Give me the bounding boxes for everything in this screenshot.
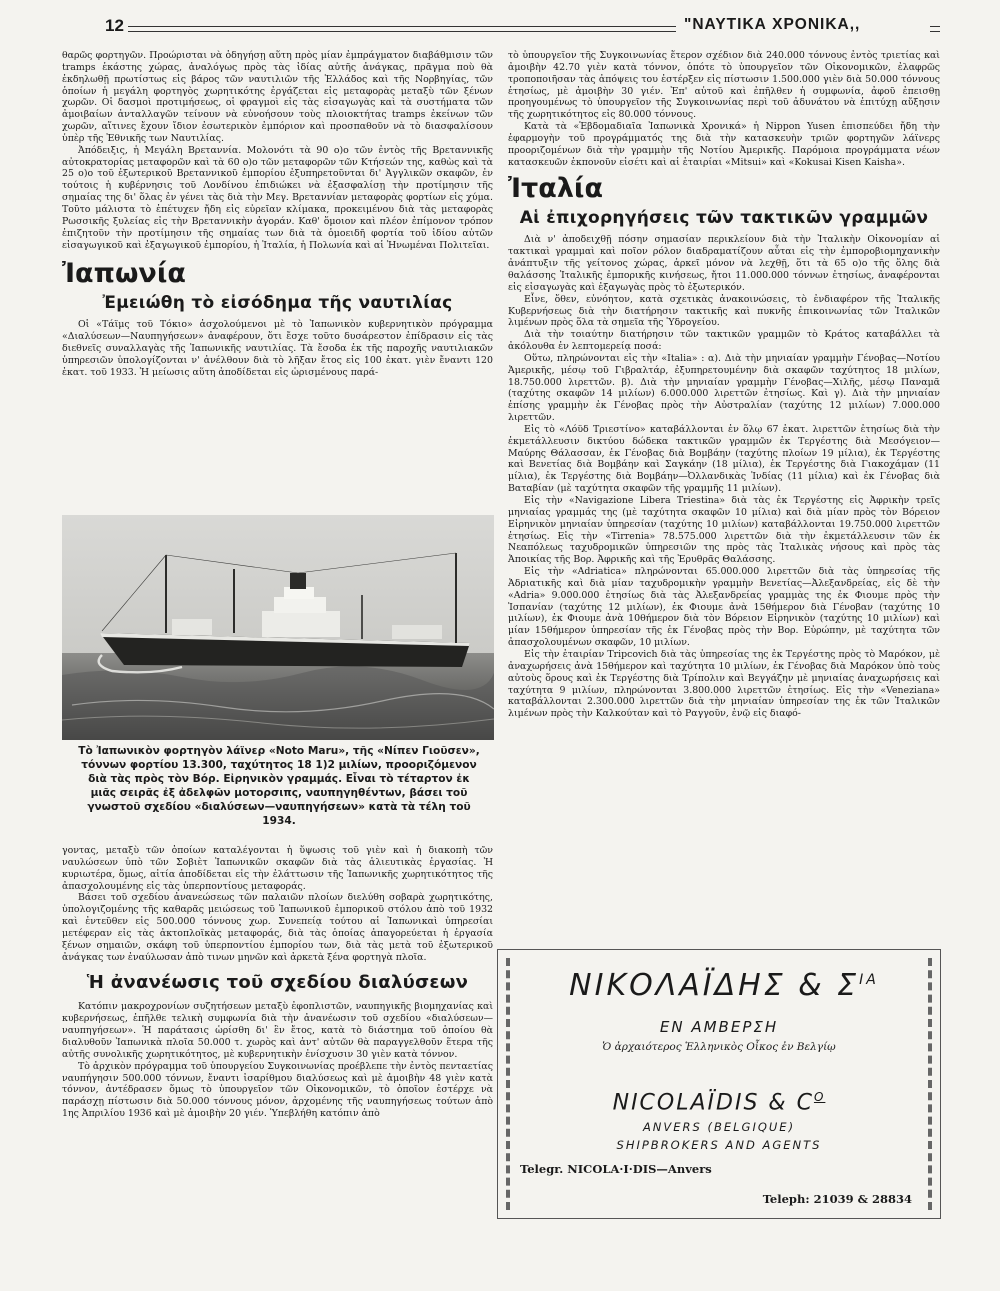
text-paragraph: Οἱ «Τάϊμς τοῦ Τόκιο» ἀσχολούμενοι μὲ τὸ Ἰαπωνικὸν κυβερνητικὸν πρόγραμμα «Διαλύσεων—Ναυπηγήσεων» ἀναφέρουν, ὅτι ἔσχε τοῦτο δυσάρεστον ἐπίδρασιν εἰς τὰς διεθνεῖς συναλλαγὰς τῆς Ἰαπωνικῆς ναυτιλίας. Τὰ ἔσοδα ἐκ τῆς παροχῆς ναυτιλιακῶν ὑπηρεσιῶν ὑπολογίζονται ν' ἀνέλθουν διὰ τὸ λῆξαν ἔτος εἰς 100 ἑκατ. γιὲν ἔναντι 120 ἑκατ. τοῦ 1933. Ἡ μείωσις αὕτη ἀποδίδεται εἰς ὡρισμένους παρά- (62, 319, 493, 378)
page-number: 12 (105, 16, 124, 35)
text-paragraph: θαρῶς φορτηγῶν. Προώρισται νὰ ὁδηγήσῃ αὕτη πρὸς μίαν ἐμπράγματον διαβάθμισιν τῶν tramps ἑκάστης χώρας, ἀναλόγως πρὸς τὰς ἰδίας αὐτῆς ἀνάγκας, πρᾶγμα ποὺ θὰ ἐκδηλωθῇ πρωτίστως εἰς βάρος τῶν ναυτιλιῶν τῆς Ἑλλάδος καὶ τῆς Νορβηγίας, τῶν ὁποίων ἡ μεγάλη φορτηγὸς χωρητικότης ἐργάζεται εἰς μεταφορὰς μεταξὺ τῶν ξένων χωρῶν. Οἱ δασμοὶ προτιμήσεως, οἱ φραγμοὶ εἰς τὰς εἰσαγωγὰς καὶ τὰ συστήματα τῶν ἀμοιβαίων ἀνταλλαγῶν τείνουν νὰ εὐνοήσουν τοὺς πλοιοκτήτας tramps ἐκείνων τῶν χωρῶν, αἵτινες ἔχουν ἴδιον ἐσωτερικὸν ἐμπόριον καὶ προσπαθοῦν νὰ τὸ διασφαλίσουν ὑπὲρ τῆς Ἐθνικῆς των Ναυτιλίας. (62, 50, 493, 144)
header-rule-left (128, 26, 676, 32)
text-paragraph: Εἰς τὴν «Navigazione Libera Triestina» διὰ τὰς ἐκ Τεργέστης εἰς Ἀφρικὴν τρεῖς μηνιαίας γραμμάς της (μὲ ταχύτητα σκαφῶν 10 μίλια) καὶ διὰ μίαν πρὸς τὸν Βόρειον Εἰρηνικὸν μηνιαίαν ὑπηρεσίαν (ταχύτης 10 μιλίων) καταβάλλονται 19.750.000 λιρεττῶν ἐτησίως. Εἰς τὴν «Tirrenia» 78.575.000 λιρεττῶν διὰ τὴν ἐκμετάλλευσιν τῶν ἐκ Νεαπόλεως ταχυδρομικῶν ὑπηρεσιῶν της πρὸς τὰς Ἰταλικὰς νήσους καὶ πρὸς τὰς Ἀποικίας τῆς Βορ. Ἀφρικῆς καὶ τῆς Ἐρυθρᾶς Θαλάσσης. (508, 495, 940, 566)
ad-telephone: Teleph: 21039 & 28834 (762, 1192, 912, 1206)
section-subheading-italy: Αἱ ἐπιχορηγήσεις τῶν τακτικῶν γραμμῶν (519, 208, 929, 229)
text-paragraph: Διὰ ν' ἀποδειχθῇ πόσην σημασίαν περικλείουν διὰ τὴν Ἰταλικὴν Οἰκονομίαν αἱ τακτικαὶ γραμμαὶ καὶ ποῖον ρόλον διαδραματίζουν αὗται εἰς τὴν ἐμποροβιομηχανικὴν ἀνάπτυξιν τῆς γείτονος χώρας, ἀρκεῖ μόνον νὰ λεχθῇ, ὅτι τὰ 65 ο)ο τῆς ὅλης διὰ θαλάσσης Ἰταλικῆς ἐμπορικῆς κινήσεως, ἤτοι 11.000.000 τόννων ἐτησίως, ἀναφέρονται εἰς εἰσαγωγὰς καὶ ἐξαγωγὰς πρὸς τὸ ἐξωτερικόν. (508, 234, 940, 293)
section-subheading-renewal: Ἡ ἀνανέωσις τοῦ σχεδίου διαλύσεων (86, 972, 469, 994)
ad-description: Ὁ ἀρχαιότερος Ἑλληνικὸς Οἶκος ἐν Βελγίῳ (602, 1041, 836, 1053)
text-paragraph: Βάσει τοῦ σχεδίου ἀνανεώσεως τῶν παλαιῶν πλοίων διελύθη σοβαρὰ χωρητικότης, ὑπολογιζομένης τῆς καθαρᾶς μειώσεως τοῦ Ἰαπωνικοῦ ἐμπορικοῦ στόλου ἀπὸ τοῦ 1932 καὶ ἐντεῦθεν εἰς 500.000 τόννους χωρ. Συνεπείᾳ τούτου αἱ Ἰαπωνικαὶ ὑπηρεσίαι μετέφεραν εἰς τὰς ἀκτοπλοϊκὰς μεταφοράς, διὰ τὰς ὁποίας ἀπαγορεύεται ἡ ἐργασία ξένων σημαιῶν, σκάφη τοῦ ὑπερποντίου ἐμπορίου των, διὰ τὰς μετὰ τοῦ ἐξωτερικοῦ ἀνάγκας των ἐναύλωσαν ἀπὸ τινων μηνῶν καὶ ἀρκετὰ ξένα φορτηγὰ πλοῖα. (62, 892, 493, 963)
text-paragraph: γοντας, μεταξὺ τῶν ὁποίων καταλέγονται ἡ ὕψωσις τοῦ γιὲν καὶ ἡ διακοπὴ τῶν ναυλώσεων ὑπὸ τῶν Σοβιὲτ Ἰαπωνικῶν σκαφῶν διὰ τὰς ἁλιευτικὰς ἐργασίας. Ἡ κυριωτέρα, ὅμως, αἰτία ἀποδίδεται εἰς τὴν ἐλάττωσιν τῆς Ἰαπωνικῆς χωρητικότητος τῆς ἀπασχολουμένης εἰς τὰς ὑπερποντίους μεταφοράς. (62, 845, 493, 892)
header-rule-right (930, 26, 940, 32)
ad-greek-name-sup: ΙΑ (859, 972, 879, 988)
ad-telegram: Telegr. NICOLA·I·DIS—Anvers (520, 1162, 712, 1176)
section-heading-italy: Ἰταλία (508, 173, 603, 205)
text-paragraph: Κατόπιν μακροχρονίων συζητήσεων μεταξὺ ἐφοπλιστῶν, ναυπηγικῆς βιομηχανίας καὶ κυβερνήσεως, ἐπῆλθε τελικὴ συμφωνία διὰ τὴν ἀνανέωσιν τοῦ σχεδίου «διαλύσεων—ναυπηγήσεων». Ἡ παράτασις ὡρίσθη δι' ἓν ἔτος, κατὰ τὸ διάστημα τοῦ ὁποίου θὰ διαλυθοῦν Ἰαπωνικὰ πλοῖα 50.000 τ. χωρὸς καὶ ἀντ' αὐτῶν θὰ παραγγελθοῦν ἕτερα τῆς αὐτῆς συνολικῆς χωρητικότητος, μὲ κυβερνητικὴν ἐνίσχυσιν 30 γιὲν κατὰ τόννον. (62, 1001, 493, 1060)
text-paragraph: Εἰς τὸ «Λόϋδ Τριεστίνο» καταβάλλονται ἐν ὅλῳ 67 ἑκατ. λιρεττῶν ἐτησίως διὰ τὴν ἐκμετάλλευσιν δικτύου δώδεκα τακτικῶν γραμμῶν ἐκ Τεργέστης διὰ Μεσόγειον—Μαύρης Θάλασσαν, ἐκ Γένοβας διὰ Βομβάην (ταχύτης πλοίων 19 μίλια), ἐκ Τεργέστης καὶ Βενετίας διὰ Βομβάην καὶ Σαγκάην (18 μίλια), ἐκ Τεργέστης διὰ Γιακοχάμαν (11 μίλια), ἐκ Τεργέστης διὰ Βομβάην—Ὀλλανδικὰς Ἰνδίας (11 μίλια) καὶ ἐκ Γένοβας διὰ Βαταβίαν (μὲ ταχύτητα σκαφῶν τῆς γραμμῆς 11 μιλίων). (508, 423, 940, 495)
section-subheading-japan: Ἐμειώθη τὸ εἰσόδημα τῆς ναυτιλίας (102, 293, 453, 314)
text-paragraph: Ἀπόδειξις, ἡ Μεγάλη Βρεταννία. Μολονότι τὰ 90 ο)ο τῶν ἐντὸς τῆς Βρεταννικῆς αὐτοκρατορίας μεταφορῶν καὶ τὰ 60 ο)ο τῶν μεταφορῶν τῶν Κτήσεών της, καθὼς καὶ τὰ 25 ο)ο τοῦ ἐξωτερικοῦ Βρεταννικοῦ ἐμπορίου ἐξυπηρετοῦνται δι' Ἀγγλικῶν σκαφῶν, ἐν τούτοις ἡ κυβέρνησις τοῦ Λονδίνου ἐπιδιώκει νὰ ἐξασφαλίσῃ τὴν προτίμησιν τῆς σημαίας της δι' ὅλας ἐν γένει τὰς διὰ τὴν Μεγ. Βρεταννίαν μεταφορὰς φορτίων εἰς χύμα. Τοῦτο μάλιστα τὸ ἐπέτυχεν ἤδη εἰς εὐρεῖαν κλίμακα, προκειμένου διὰ τὰς μεταφορὰς Ρωσσικῆς ξυλείας εἰς τὴν Βρεταννικὴν ἀγοράν. Καθ' ὅμοιον καὶ πλέον ἐπίμονον τρόπον ἐπιζητοῦν τὴν προτίμησιν τῆς σημαίας των διὰ τὰ ὁμοειδῆ φορτία τοῦ ἰδίου αὐτῶν εἰσαγωγικοῦ καὶ ἐξαγωγικοῦ ἐμπορίου, ἡ Ἰταλία, ἡ Πολωνία καὶ αἱ Ἠνωμέναι Πολιτεῖαι. (62, 144, 493, 251)
ad-greek-name-text: ΝΙΚΟΛΑΪΔΗΣ & Σ (569, 968, 860, 1003)
text-paragraph: τὸ ὑπουργεῖον τῆς Συγκοινωνίας ἕτερον σχέδιον διὰ 240.000 τόννους ἐντὸς τριετίας καὶ ἀμοιβὴν 42.70 γιὲν κατὰ τόννον, ὁπότε τὸ ὑπουργεῖον τῶν Οἰκονομικῶν, ἐλαφρῶς τροποποιῆσαν τὰς ἀπόψεις του ἐστέρξεν εἰς πίστωσιν 1.500.000 γιὲν διὰ 50.000 τόννους ἐτησίως, μὲ ἀμοιβὴν 30 γιέν. Ἐπ' αὐτοῦ καὶ ἐπῆλθεν ἡ συμφωνία, ἀφοῦ ἐπεισθῃ προηγουμένως τὸ ὑπουργεῖον τῆς Συγκοινωνίας περὶ τοῦ ἀδυνάτου νὰ ἐπιτύχῃ αὔξησιν τῆς χωρητικότητος εἰς 80.000 τόννους. (508, 50, 940, 121)
ad-latin-name-sup: O (813, 1090, 826, 1104)
ship-photo (62, 515, 494, 740)
cargo-ship-illustration (62, 515, 494, 740)
text-paragraph: Τὸ ἀρχικὸν πρόγραμμα τοῦ ὑπουργείου Συγκοινωνίας προέβλεπε τὴν ἐντὸς πενταετίας ναυπήγησιν 500.000 τόννων, ἔναντι ἰσαρίθμου διαλύσεως καὶ μὲ ἀμοιβὴν 48 γιὲν κατὰ τόννον, ἀντέδρασεν ὅμως τὸ ὑπουργεῖον τῶν Οἰκονομικῶν, τὸ ὁποῖον ἐστέρχε νὰ παράσχῃ πίστωσιν διὰ 50.000 τόννους μόνον, ἀρχομένης τῆς ναυπηγήσεως τούτων ἀπὸ 1ης Ἀπριλίου 1936 καὶ μὲ ἀμοιβὴν 20 γιέν. Ὑπεβλήθη κατόπιν ἀπὸ (62, 1060, 493, 1120)
text-paragraph: Εἰς τὴν ἑταιρίαν Tripcovich διὰ τὰς ὑπηρεσίας της ἐκ Τεργέστης πρὸς τὸ Μαρόκον, μὲ ἀναχωρήσεις ἀνὰ 15θήμερον καὶ ταχύτητα 10 μιλίων, ἐκ Γένοβας διὰ Μαρόκον ὑπὸ τοὺς αὐτοὺς ὅρους καὶ ἐκ Τεργέστης διὰ Τρίπολιν καὶ Βεγγάζην μὲ μηνιαίας ἀναχωρήσεις καὶ ταχύτητα 9 μιλίων, πληρώνονται 3.800.000 λιρεττῶν ἐτησίως. Εἰς τὴν «Veneziana» καταβάλλονται 2.300.000 λιρεττῶν διὰ τὴν μηνιαίαν ὑπηρεσίαν της ἐκ τῶν Ἰταλικῶν λιμένων πρὸς τὴν Καλκούταν καὶ τὸ Ραγγοῦν, ἐνῷ εἰς διαφό- (508, 648, 940, 720)
text-paragraph: Διὰ τὴν τοιαύτην διατήρησιν τῶν τακτικῶν γραμμῶν τὸ Κράτος καταβάλλει τὰ ἀκόλουθα ἐν λεπτομερείᾳ ποσά: (508, 329, 940, 353)
text-paragraph: Οὕτω, πληρώνονται εἰς τὴν «Italia» : α). Διὰ τὴν μηνιαίαν γραμμὴν Γένοβας—Νοτίου Ἀμερικῆς, μέσῳ τοῦ Γιβραλτάρ, ἐξυπηρετουμένην διὰ σκαφῶν ταχύτητος 18 μιλίων, 18.750.000 λιρεττῶν. β). Διὰ τὴν μηνιαίαν γραμμὴν Γένοβας—Χιλῆς, μέσῳ Παναμᾶ (ταχύτης σκαφῶν 14 μιλίων) 6.000.000 λιρεττῶν ἐτησίως. Καὶ γ). Διὰ τὴν μηνιαίαν ἐπίσης γραμμὴν ἐκ Γένοβας πρὸς τὴν Αὐστραλίαν (ταχύτης 12 μιλίων) 7.000.000 λιρεττῶν. (508, 352, 940, 424)
right-column (508, 50, 940, 720)
text-paragraph: Εἶνε, ὅθεν, εὐνόητον, κατὰ σχετικὰς ἀνακοινώσεις, τὸ ἐνδιαφέρον τῆς Ἰταλικῆς Κυβερνήσεως διὰ τὴν διατήρησιν τακτικῆς καὶ πυκνῆς ἐπικοινωνίας τῶν Ἰταλικῶν λιμένων πρὸς ὅλα τὰ σημεῖα τῆς Ὑδρογείου. (508, 293, 940, 329)
text-paragraph: Εἰς τὴν «Adriatica» πληρώνονται 65.000.000 λιρεττῶν διὰ τὰς ὑπηρεσίας τῆς Ἀδριατικῆς καὶ διὰ μίαν ταχυδρομικὴν γραμμὴν Βενετίας—Ἀλεξανδρείας, εἰς δὲ τὴν «Adria» 9.000.000 ἐτησίως διὰ τὰς Ἀλεξανδρείας γραμμὰς της ἐκ Φιουμε πρὸς τὴν Ἰσπανίαν (ταχύτης 12 μιλίων), ἐκ Φιουμε ἀνὰ 15θήμερον διὰ Γένοβαν (ταχύτης 10 μιλίων), ἐκ Φιουμε ἀνὰ 10θήμερον διὰ τὸν Βόρειον Εἰρηνικὸν (ταχύτης 10 μιλίων) καὶ μίαν 15θήμερον ὑπηρεσίαν τῆς ἐκ Γένοβας πρὸς τὴν Βορ. Εὐρώπην, μὲ ταχύτητα τῶν ἀπασχολουμένων σκαφῶν, 10 μιλίων. (508, 566, 940, 649)
ad-latin-name-text: NICOLAÏDIS & C (612, 1090, 814, 1116)
text-paragraph: Κατὰ τὰ «Ἑβδομαδιαῖα Ἰαπωνικὰ Χρονικά» ἡ Nippon Yusen ἐπισπεύδει ἤδη τὴν ἐφαρμογὴν τοῦ προγράμματός της διὰ τὴν κατασκευὴν τριῶν φορτηγῶν λάϊνερς προοριζομένων διὰ τὴν γραμμὴν τῆς Νοτίου Ἀμερικῆς. Παρόμοια προγράμματα νέων κατασκευῶν ἐκπονοῦν εἰσέτι καὶ αἱ ἑταιρίαι «Mitsui» καὶ «Kokusai Kisen Kaisha». (508, 121, 940, 168)
ad-city-greek: ΕΝ ΑΜΒΕΡΣΗ (659, 1018, 779, 1036)
advertisement-box (497, 949, 941, 1219)
ad-company-name-greek (528, 968, 920, 1003)
section-heading-japan: Ἰαπωνία (62, 258, 186, 290)
ad-business-role: SHIPBROKERS AND AGENTS (616, 1138, 822, 1152)
left-column-top (62, 50, 493, 379)
magazine-title: "ΝΑΥΤΙΚΑ ΧΡΟΝΙΚΑ,, (684, 16, 861, 33)
ad-city-latin: ANVERS (BELGIQUE) (642, 1120, 796, 1134)
ad-company-name-latin (498, 1090, 940, 1115)
left-column-bottom (62, 845, 493, 1120)
photo-caption: Τὸ Ἰαπωνικὸν φορτηγὸν λάϊνερ «Noto Maru», τῆς «Νίπεν Γιοῦσεν», τόννων φορτίου 13.300, ταχύτητος 18 1)2 μιλίων, προοριζόμενον διὰ τὰς πρὸς τὸν Βόρ. Εἰρηνικὸν γραμμάς. Εἶναι τὸ τέταρτον ἐκ μιᾶς σειρᾶς ἐξ ἀδελφῶν μοτορσιπς, ναυπηγηθέντων, βάσει τοῦ γνωστοῦ σχεδίου «διαλύσεων—ναυπηγήσεων» κατὰ τὰ τέλη τοῦ 1934. (78, 745, 480, 827)
